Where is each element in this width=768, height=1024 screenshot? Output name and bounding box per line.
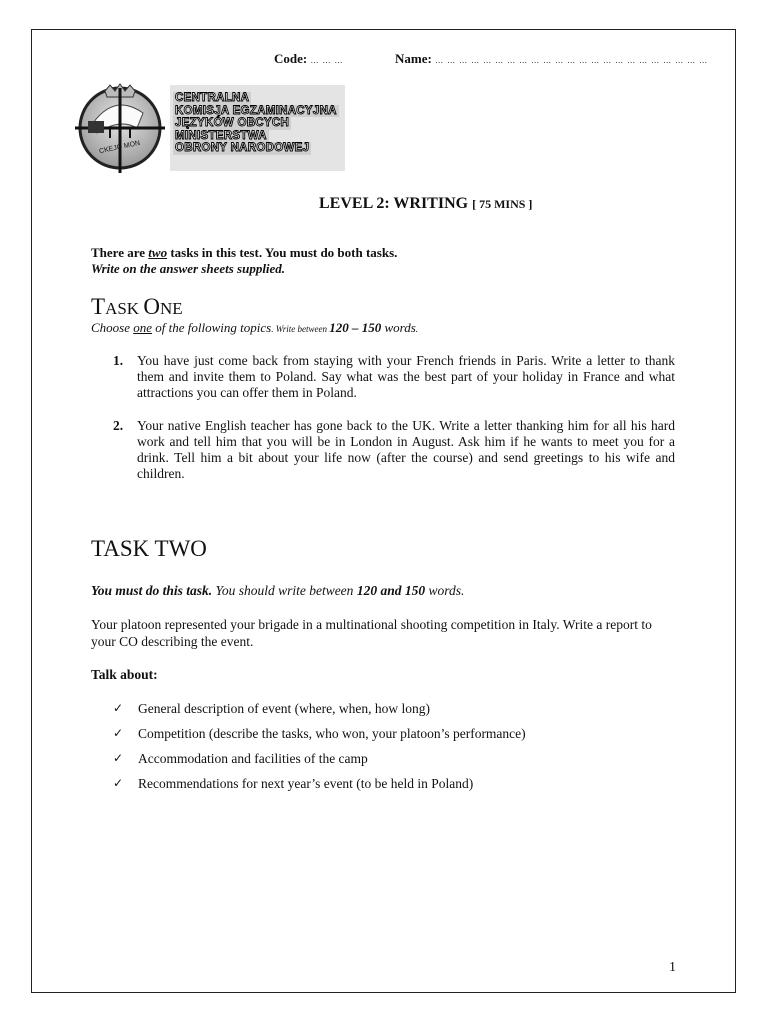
code-dots: … … …: [310, 56, 344, 65]
level-heading: [319, 195, 532, 213]
talk-about-label: Talk about:: [91, 667, 158, 682]
list-item: [113, 700, 526, 725]
code-label: Code:: [274, 51, 308, 66]
title-cap: O: [143, 294, 160, 319]
instructions: [91, 245, 397, 277]
name-label: Name:: [395, 51, 432, 66]
topic-number: 2.: [113, 418, 124, 433]
page-number: 1: [669, 960, 676, 975]
level-duration: [ 75 MINS ]: [472, 197, 533, 211]
checkmark-icon: ✓: [113, 701, 124, 715]
task-two-paragraph: Your platoon represented your brigade in a multinational shooting competition in Italy. Write a report to your CO describing the event.: [91, 617, 652, 649]
logo-line: CENTRALNA: [175, 92, 250, 104]
topic-list: [113, 353, 675, 499]
sub-emphasis: You must do this task.: [91, 583, 213, 598]
sub-text: You should write between: [212, 583, 357, 598]
title-cap: T: [91, 294, 106, 319]
list-item: [113, 775, 526, 800]
topic-text: You have just come back from staying with your French friends in Paris. Write a letter to thank them and invite them to Poland. Say what was the best part of your holiday in France and what attractions you can offer them in Poland.: [137, 353, 675, 400]
list-item: [113, 750, 526, 775]
logo-line: JĘZYKÓW OBCYCH: [175, 117, 290, 129]
topic-number: 1.: [113, 353, 124, 368]
logo-text: [173, 92, 339, 155]
logo-line: MINISTERSTWA: [175, 129, 267, 142]
list-item: [113, 353, 675, 401]
page-frame: [31, 29, 736, 993]
name-dots: … … … … … … … … … … … … … … … … … … … … … … …: [435, 56, 709, 65]
logo-line: OBRONY NARODOWEJ: [175, 142, 310, 154]
list-item: [113, 418, 675, 482]
title-small-caps: NE: [159, 299, 183, 318]
sub-text: Choose: [91, 320, 134, 335]
item-text: General description of event (where, when, how long): [138, 701, 431, 716]
item-text: Competition (describe the tasks, who won, your platoon’s performance): [138, 726, 526, 741]
sub-text: .: [415, 324, 419, 334]
task-one-instructions: [91, 320, 418, 336]
emblem-text: CKEJO MON: [98, 139, 141, 156]
checkmark-icon: ✓: [113, 726, 124, 740]
level-title: LEVEL 2: WRITING: [319, 195, 469, 212]
task-two-instructions: [91, 583, 464, 599]
topic-text: Your native English teacher has gone back to the UK. Write a letter thanking him for all his hard work and tell him that you will be in London in August. Ask him if he wants to meet you for a drink. Tell him a bit about your life now (after the course) and send greetings to his wife and children.: [137, 418, 675, 481]
word-range: 120 – 150: [329, 320, 382, 335]
intro-text: There are: [91, 245, 149, 260]
logo-line: KOMISJA EGZAMINACYJNA: [175, 104, 337, 117]
task-one-title: [91, 294, 183, 320]
instructions-line-2: Write on the answer sheets supplied.: [91, 261, 286, 276]
name-field: [395, 51, 708, 67]
intro-text: tasks in this test. You must do both tasks.: [167, 245, 398, 260]
item-text: Accommodation and facilities of the camp: [138, 751, 368, 766]
item-text: Recommendations for next year’s event (to be held in Poland): [138, 776, 474, 791]
intro-emphasis: two: [148, 245, 168, 260]
sub-text: . Write between: [271, 324, 330, 334]
talk-about-list: [113, 700, 526, 800]
sub-emphasis: one: [133, 320, 153, 335]
sub-text: of the following topics: [152, 320, 272, 335]
checkmark-icon: ✓: [113, 751, 124, 765]
list-item: [113, 725, 526, 750]
sub-text: words.: [425, 583, 465, 598]
instructions-line-1: [91, 245, 397, 261]
code-field: [274, 51, 343, 67]
sub-text: words: [381, 320, 416, 335]
title-small-caps: ASK: [105, 299, 144, 318]
checkmark-icon: ✓: [113, 776, 124, 790]
word-range: 120 and 150: [356, 583, 426, 598]
task-two-title: TASK TWO: [91, 536, 207, 561]
